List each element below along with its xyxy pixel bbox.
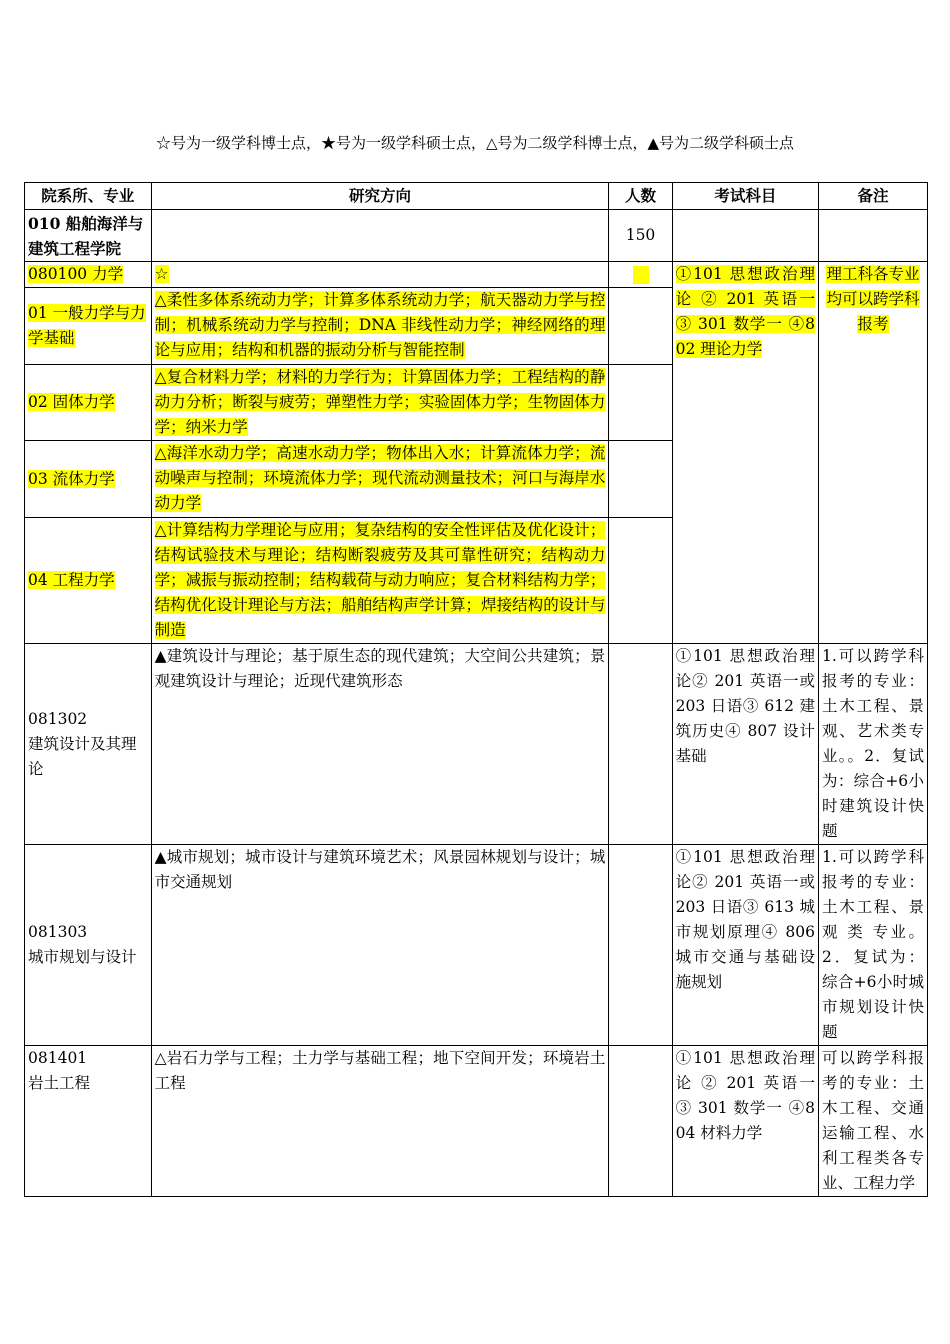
architecture-direction: ▲建筑设计与理论；基于原生态的现代建筑；大空间公共建筑；景观建筑设计与理论；近现代建筑形态: [151, 644, 609, 845]
mechanics-mark: ☆: [154, 265, 169, 283]
sub-count-cell: [609, 441, 672, 518]
sub-name: 04 工程力学: [28, 571, 115, 589]
college-remark: [819, 210, 928, 262]
header-direction: 研究方向: [151, 183, 609, 210]
geotech-direction: △岩石力学与工程；土力学与基础工程；地下空间开发；环境岩土工程: [151, 1046, 609, 1197]
sub-direction-cell: [151, 365, 609, 441]
architecture-code: 081302: [28, 709, 88, 728]
geotech-exam: ①101 思想政治理论 ② 201 英语一 ③ 301 数学一 ④804 材料力学: [672, 1046, 818, 1197]
mechanics-code-cell: [25, 262, 152, 288]
mechanics-row: [25, 262, 928, 288]
college-name: 010 船舶海洋与建筑工程学院: [25, 210, 152, 262]
header-remark: 备注: [819, 183, 928, 210]
sub-direction-cell: [151, 518, 609, 644]
geotech-count: [609, 1046, 672, 1197]
mechanics-count-cell: [609, 262, 672, 288]
sub-direction: △复合材料力学；材料的力学行为；计算固体力学；工程结构的静动力分析；断裂与疲劳；弹塑性力学；实验固体力学；生物固体力学；纳米力学: [154, 368, 606, 436]
planning-row: [25, 845, 928, 1046]
header-count: 人数: [609, 183, 672, 210]
planning-remark: 1.可以跨学科报考的专业：土木工程、景观 类 专业。2．复试为：综合+6小时城市规划设计快题: [819, 845, 928, 1046]
planning-exam: ①101 思想政治理论② 201 英语一或 203 日语③ 613 城市规划原理④ 806 城市交通与基础设施规划: [672, 845, 818, 1046]
college-exam: [672, 210, 818, 262]
geotech-name: 岩土工程: [28, 1074, 91, 1092]
mechanics-code: 080100 力学: [28, 265, 124, 283]
architecture-exam: ①101 思想政治理论② 201 英语一或 203 日语③ 612 建筑历史④ 807 设计基础: [672, 644, 818, 845]
legend-note: ☆号为一级学科博士点，★号为一级学科硕士点，△号为二级学科博士点，▲号为二级学科硕士点: [155, 134, 795, 152]
planning-name: 城市规划与设计: [28, 948, 137, 966]
geotech-remark: 可以跨学科报考的专业：土木工程、交通运输工程、水利工程类各专业、工程力学: [819, 1046, 928, 1197]
sub-name-cell: [25, 441, 152, 518]
mechanics-remark-cell: [819, 262, 928, 644]
mechanics-exam-cell: [672, 262, 818, 644]
sub-name: 01 一般力学与力学基础: [28, 304, 146, 347]
admissions-table: [24, 182, 928, 1197]
mechanics-remark: 理工科各专业均可以跨学科报考: [826, 265, 920, 333]
sub-direction: △海洋水动力学；高速水动力学；物体出入水；计算流体力学；流动噪声与控制；环境流体力学；现代流动测量技术；河口与海岸水动力学: [154, 444, 606, 512]
college-count: 150: [609, 210, 672, 262]
college-direction: [151, 210, 609, 262]
sub-direction: △计算结构力学理论与应用；复杂结构的安全性评估及优化设计；结构试验技术与理论；结构断裂疲劳及其可靠性研究；结构动力学；减振与振动控制；结构载荷与动力响应；复合材料结构力学；结构优化设计理论与方法；船舶结构声学计算；焊接结构的设计与制造: [154, 521, 606, 639]
sub-count-cell: [609, 288, 672, 365]
architecture-count: [609, 644, 672, 845]
sub-name-cell: [25, 288, 152, 365]
planning-direction: ▲城市规划；城市设计与建筑环境艺术；风景园林规划与设计；城市交通规划: [151, 845, 609, 1046]
sub-name-cell: [25, 518, 152, 644]
sub-direction: △柔性多体系统动力学；计算多体系统动力学；航天器动力学与控制；机械系统动力学与控制；DNA 非线性动力学；神经网络的理论与应用；结构和机器的振动分析与智能控制: [154, 291, 606, 359]
sub-direction-cell: [151, 288, 609, 365]
geotech-row: [25, 1046, 928, 1197]
geotech-major: [25, 1046, 152, 1197]
architecture-major: [25, 644, 152, 845]
architecture-row: [25, 644, 928, 845]
sub-name-cell: [25, 365, 152, 441]
sub-name: 02 固体力学: [28, 393, 115, 411]
mechanics-mark-cell: [151, 262, 609, 288]
sub-count-cell: [609, 365, 672, 441]
sub-count-cell: [609, 518, 672, 644]
architecture-name: 建筑设计及其理论: [28, 734, 137, 778]
planning-count: [609, 845, 672, 1046]
header-row: [25, 183, 928, 210]
mechanics-exam: ①101 思想政治理论 ② 201 英语一 ③ 301 数学一 ④802 理论力学: [675, 265, 815, 358]
sub-name: 03 流体力学: [28, 469, 115, 488]
header-exam: 考试科目: [672, 183, 818, 210]
sub-direction-cell: [151, 441, 609, 518]
architecture-remark: 1.可以跨学科报考的专业：土木工程、景观、艺术类专业。。2．复试为：综合+6小时建筑设计快题: [819, 644, 928, 845]
count-highlight: [633, 266, 649, 284]
planning-code: 081303: [28, 923, 88, 941]
planning-major: [25, 845, 152, 1046]
header-major: 院系所、专业: [25, 183, 152, 210]
college-row: [25, 210, 928, 262]
geotech-code: 081401: [28, 1049, 88, 1067]
